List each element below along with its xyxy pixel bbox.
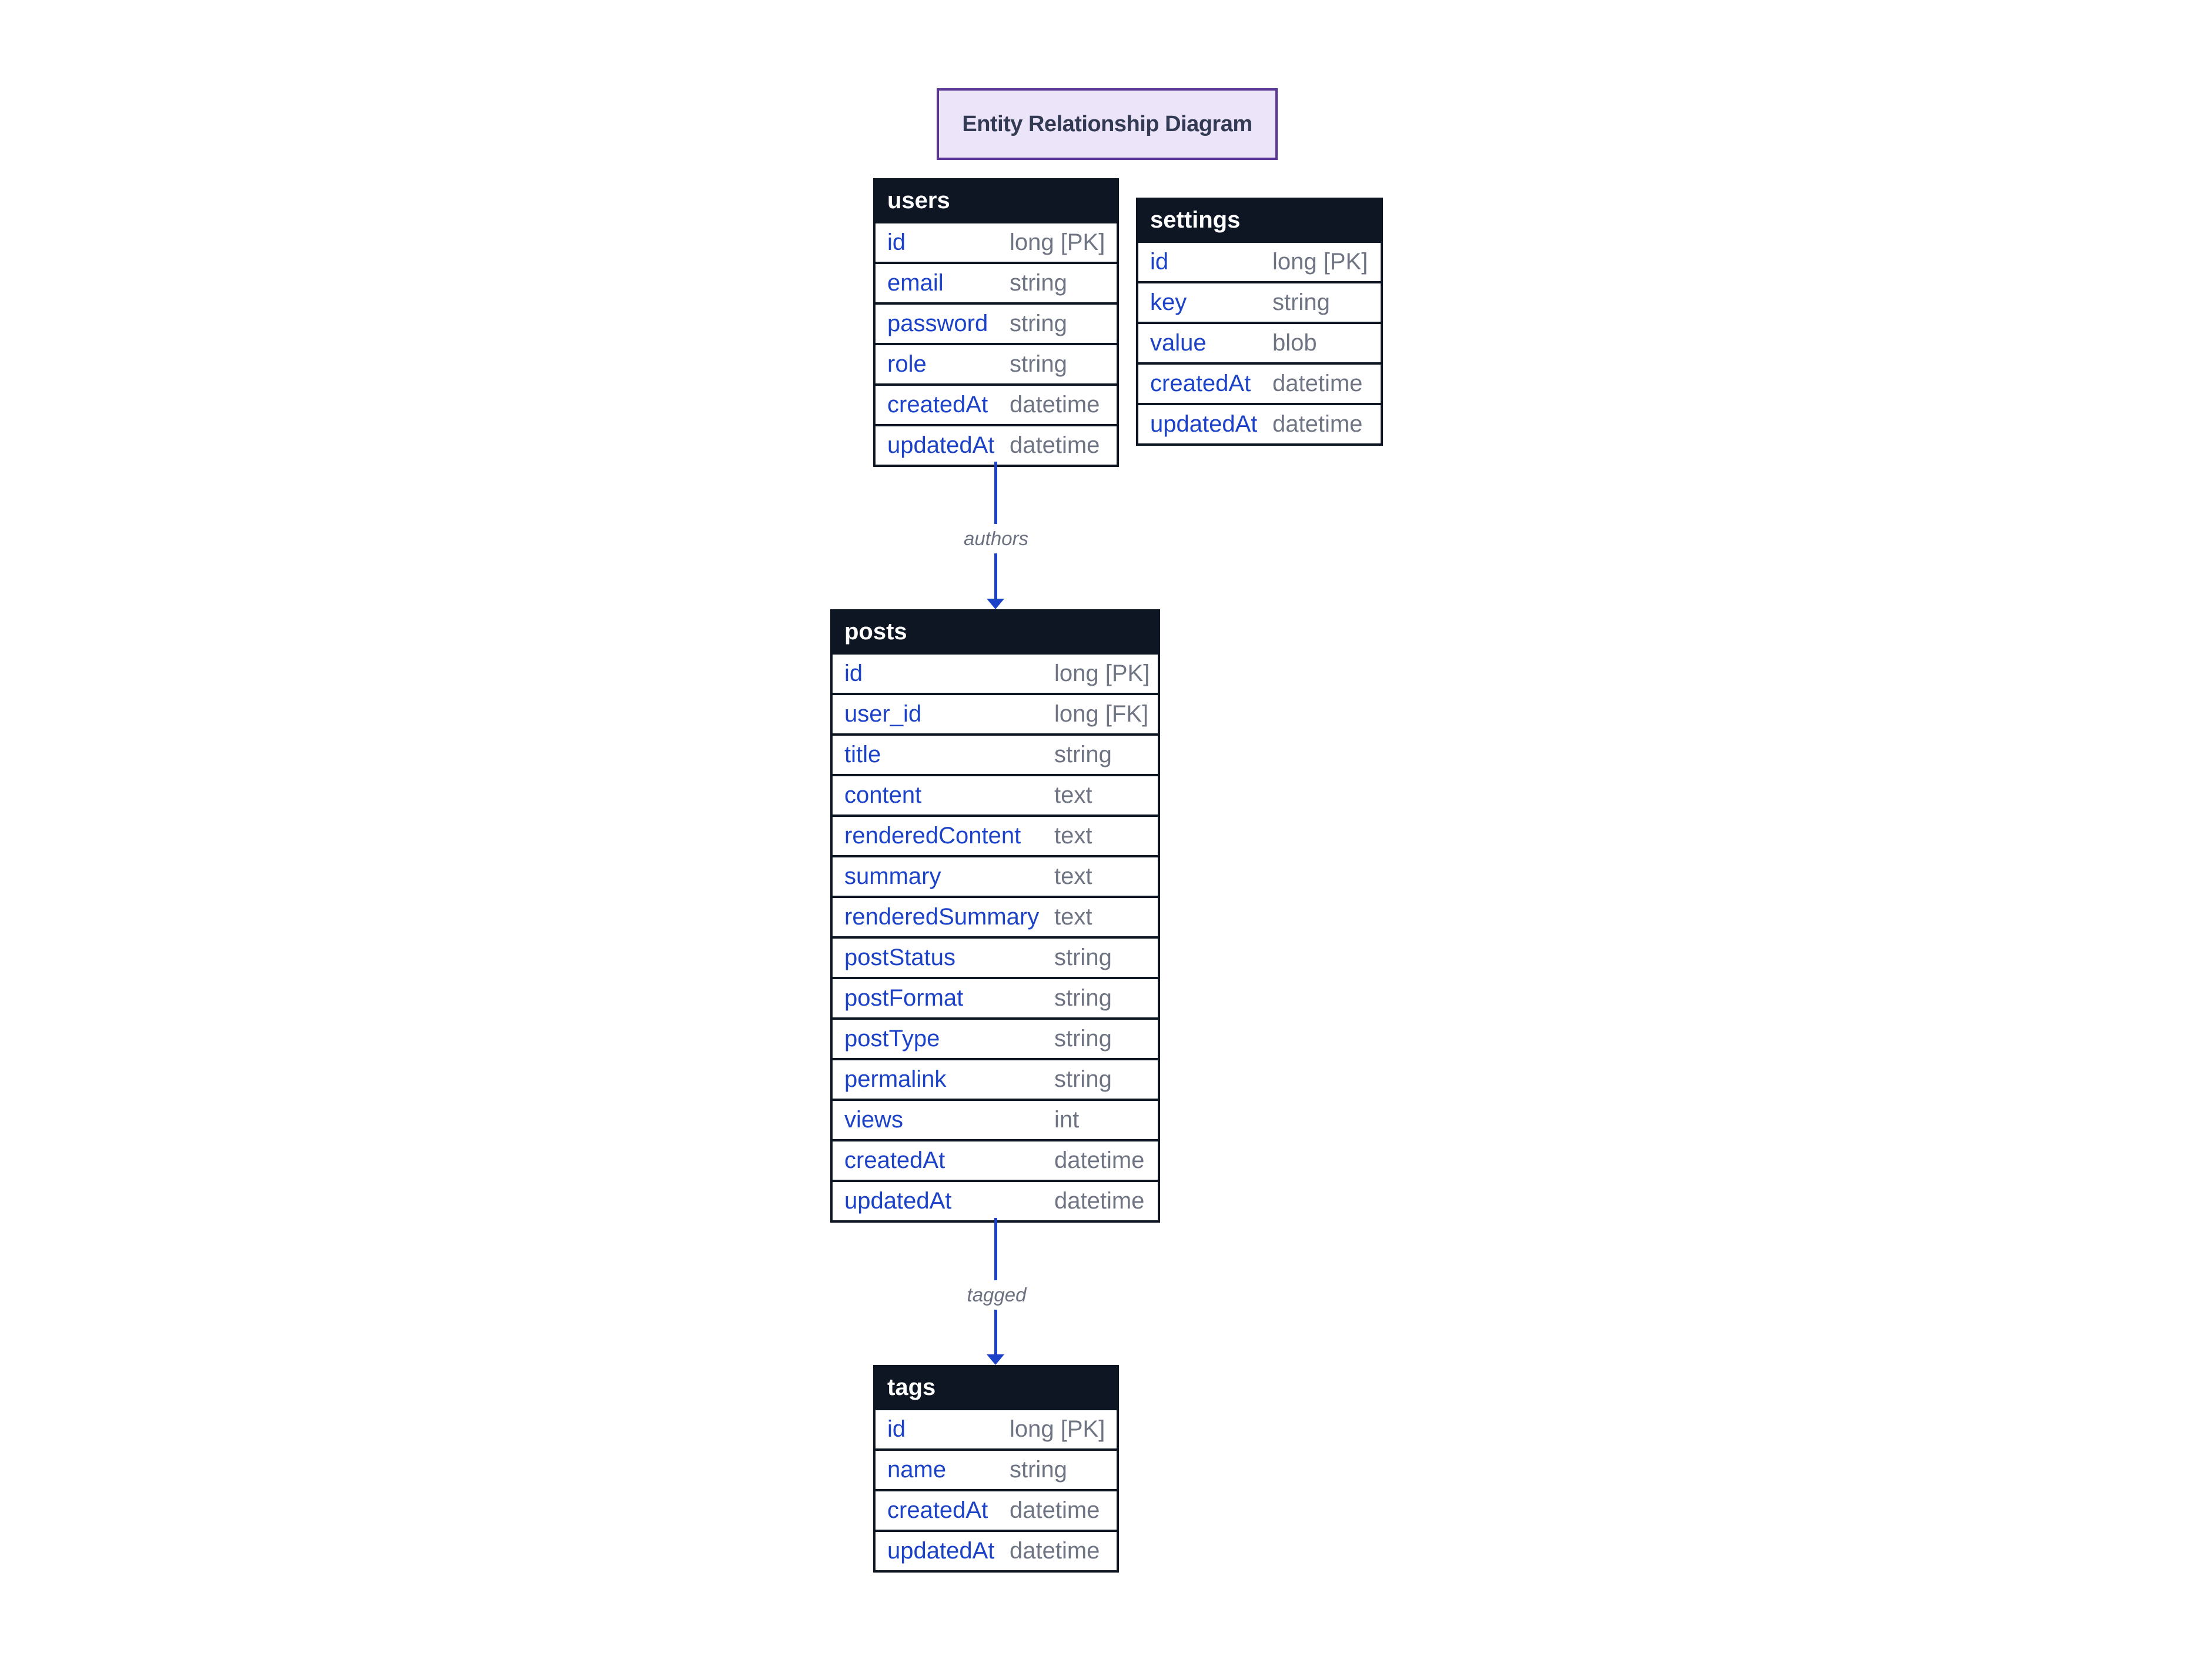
entity-table-posts [830, 609, 1160, 1223]
attribute-row [876, 221, 1117, 262]
attribute-row [833, 855, 1158, 896]
attribute-rows-posts [833, 652, 1158, 1220]
attribute-type: long [PK] [1054, 660, 1150, 686]
entity-name: users [887, 188, 950, 213]
attribute-name: createdAt [887, 392, 988, 418]
attribute-row [833, 774, 1158, 815]
attribute-type: datetime [1010, 392, 1100, 418]
attribute-type: long [FK] [1054, 701, 1149, 727]
attribute-row [833, 1099, 1158, 1139]
attribute-name: postFormat [844, 985, 964, 1011]
attribute-row [876, 383, 1117, 424]
attribute-type: string [1054, 944, 1112, 970]
attribute-name: id [887, 1416, 906, 1442]
attribute-row [833, 693, 1158, 733]
attribute-name: title [844, 742, 881, 767]
attribute-name: renderedSummary [844, 904, 1040, 930]
attribute-type: text [1054, 782, 1092, 808]
attribute-row [876, 343, 1117, 383]
attribute-name: updatedAt [887, 432, 995, 458]
attribute-type: long [PK] [1010, 1416, 1105, 1442]
attribute-name: password [887, 311, 988, 336]
attribute-name: createdAt [887, 1497, 988, 1523]
attribute-row [876, 262, 1117, 302]
entity-header-users [876, 181, 1117, 221]
attribute-row [1138, 281, 1381, 322]
attribute-row [876, 302, 1117, 343]
attribute-type: datetime [1054, 1188, 1145, 1214]
attribute-rows-users [876, 221, 1117, 465]
entity-header-tags [876, 1367, 1117, 1408]
attribute-type: text [1054, 823, 1092, 849]
attribute-row [833, 1139, 1158, 1180]
entity-table-settings [1136, 198, 1383, 446]
entity-name: settings [1150, 207, 1241, 233]
attribute-row [1138, 403, 1381, 443]
attribute-name: role [887, 351, 927, 377]
attribute-name: summary [844, 863, 941, 889]
attribute-name: id [844, 660, 863, 686]
attribute-type: datetime [1272, 411, 1363, 437]
attribute-name: updatedAt [844, 1188, 952, 1214]
attribute-row [833, 1017, 1158, 1058]
attribute-type: datetime [1010, 1497, 1100, 1523]
attribute-name: createdAt [844, 1147, 945, 1173]
attribute-type: long [PK] [1010, 229, 1105, 255]
attribute-row [833, 896, 1158, 936]
attribute-row [876, 1408, 1117, 1448]
attribute-name: id [887, 229, 906, 255]
attribute-name: updatedAt [887, 1538, 995, 1564]
attribute-name: name [887, 1457, 947, 1483]
attribute-type: string [1054, 1026, 1112, 1052]
attribute-name: createdAt [1150, 370, 1251, 396]
arrowhead-icon-posts [987, 599, 1004, 609]
attribute-type: string [1054, 985, 1112, 1011]
attribute-name: email [887, 270, 944, 296]
attribute-type: string [1272, 289, 1330, 315]
attribute-type: string [1010, 1457, 1067, 1483]
relationship-label-authors: authors [954, 524, 1038, 553]
attribute-type: string [1054, 742, 1112, 767]
entity-name: posts [844, 619, 907, 645]
attribute-row [876, 1530, 1117, 1570]
attribute-name: postType [844, 1026, 940, 1052]
diagram-title-text: Entity Relationship Diagram [962, 111, 1252, 136]
attribute-type: datetime [1010, 1538, 1100, 1564]
attribute-row [1138, 322, 1381, 362]
attribute-row [833, 1180, 1158, 1220]
attribute-row [1138, 241, 1381, 281]
attribute-name: renderedContent [844, 823, 1021, 849]
entity-name: tags [887, 1374, 936, 1400]
entity-header-posts [833, 612, 1158, 652]
attribute-type: string [1054, 1066, 1112, 1092]
diagram-title-box [937, 88, 1278, 160]
attribute-name: id [1150, 249, 1169, 275]
attribute-name: key [1150, 289, 1187, 315]
attribute-type: datetime [1054, 1147, 1145, 1173]
entity-table-tags [873, 1365, 1119, 1573]
attribute-name: postStatus [844, 944, 956, 970]
relationship-label-tagged: tagged [958, 1280, 1036, 1310]
attribute-type: blob [1272, 330, 1317, 356]
attribute-row [833, 936, 1158, 977]
attribute-row [833, 815, 1158, 855]
attribute-type: string [1010, 311, 1067, 336]
attribute-type: text [1054, 863, 1092, 889]
attribute-rows-settings [1138, 241, 1381, 443]
attribute-type: long [PK] [1272, 249, 1368, 275]
attribute-row [876, 1489, 1117, 1530]
attribute-name: user_id [844, 701, 922, 727]
attribute-row [833, 733, 1158, 774]
attribute-type: int [1054, 1107, 1080, 1133]
attribute-name: views [844, 1107, 904, 1133]
entity-header-settings [1138, 200, 1381, 241]
attribute-name: value [1150, 330, 1207, 356]
attribute-type: text [1054, 904, 1092, 930]
attribute-name: content [844, 782, 922, 808]
attribute-row [833, 977, 1158, 1017]
entity-table-users [873, 178, 1119, 467]
attribute-type: string [1010, 270, 1067, 296]
attribute-row [876, 424, 1117, 465]
attribute-row [833, 652, 1158, 693]
attribute-row [833, 1058, 1158, 1099]
attribute-row [1138, 362, 1381, 403]
attribute-type: datetime [1010, 432, 1100, 458]
attribute-name: permalink [844, 1066, 947, 1092]
attribute-type: string [1010, 351, 1067, 377]
attribute-type: datetime [1272, 370, 1363, 396]
arrowhead-icon-tags [987, 1354, 1004, 1365]
attribute-name: updatedAt [1150, 411, 1258, 437]
attribute-row [876, 1448, 1117, 1489]
attribute-rows-tags [876, 1408, 1117, 1570]
